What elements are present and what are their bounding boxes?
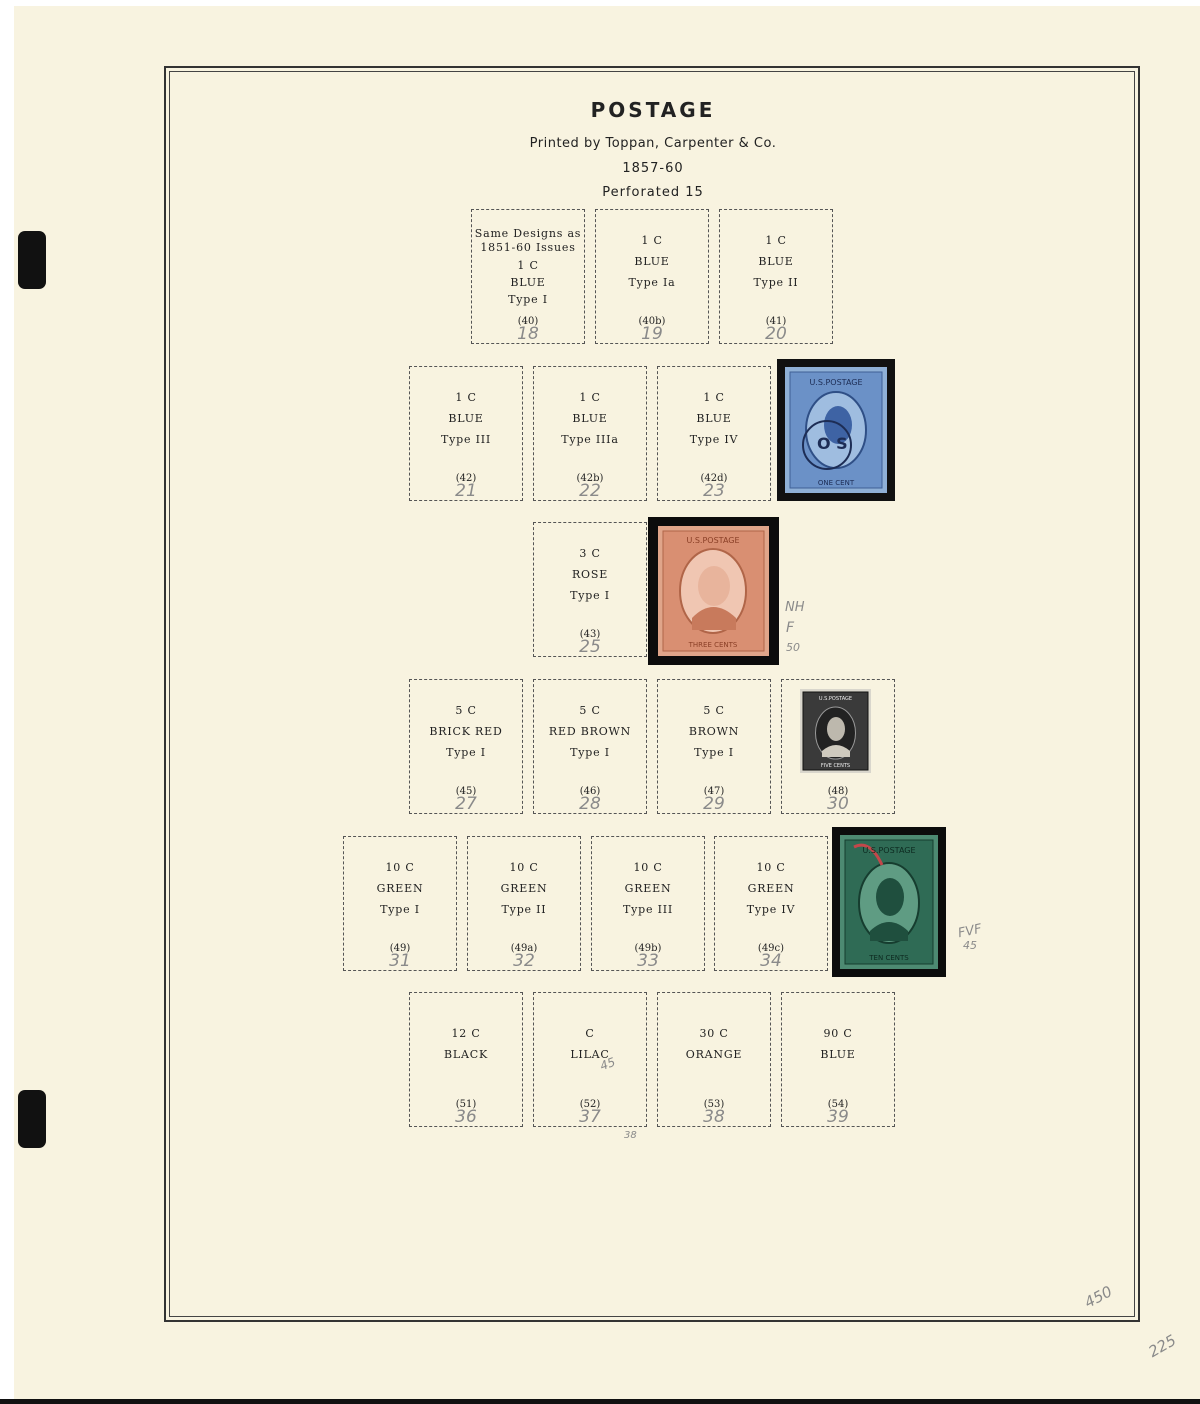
- catalog-number: (43): [579, 629, 601, 640]
- catalog-number: (42d): [700, 473, 728, 484]
- stamp-box-40b: [595, 209, 709, 344]
- catalog-number: (42b): [576, 473, 604, 484]
- stamp-3c-rose: [648, 517, 779, 665]
- catalog-number: (51): [455, 1099, 477, 1110]
- box-text: GREEN: [747, 882, 795, 895]
- catalog-number: (54): [827, 1099, 849, 1110]
- page-title: POSTAGE: [590, 98, 716, 122]
- box-text: 1851-60 Issues: [480, 241, 576, 254]
- catalog-number: (49): [389, 943, 411, 954]
- note-fvf: FVF: [956, 921, 984, 942]
- pencil-number: 21: [455, 481, 477, 501]
- box-text: Type IV: [689, 433, 739, 446]
- box-text: Type I: [508, 293, 548, 306]
- box-text: 1 C: [455, 391, 477, 404]
- box-text: 10 C: [633, 861, 663, 874]
- box-text: Type I: [570, 746, 610, 759]
- box-text: BROWN: [688, 725, 740, 738]
- pencil-number: 36: [455, 1107, 477, 1127]
- years-line: 1857-60: [622, 161, 684, 176]
- catalog-number: (40b): [638, 316, 666, 327]
- stamp-box-40: [471, 209, 585, 344]
- box-text: Type I: [380, 903, 420, 916]
- stamp-10c-image: [840, 835, 938, 969]
- stamp-box-53: [657, 992, 771, 1127]
- catalog-number: (46): [579, 786, 601, 797]
- note-bottom-right-1: 450: [1081, 1282, 1116, 1312]
- pencil-number: 31: [389, 951, 411, 971]
- pencil-number: 25: [579, 637, 601, 657]
- stamp-box-43: [533, 522, 647, 657]
- box-text: ROSE: [571, 568, 609, 581]
- pencil-number: 22: [579, 481, 601, 501]
- stamp-box-49a: [467, 836, 581, 971]
- catalog-number: (49a): [510, 943, 538, 954]
- perforation-line: Perforated 15: [602, 185, 704, 200]
- box-text: BLUE: [572, 412, 608, 425]
- note-f: F: [786, 620, 795, 636]
- pencil-number: 33: [637, 951, 659, 971]
- box-text: 10 C: [756, 861, 786, 874]
- box-text: Type II: [501, 903, 547, 916]
- box-text: Type IV: [746, 903, 796, 916]
- box-text: ORANGE: [685, 1048, 743, 1061]
- pencil-number: 27: [455, 794, 477, 814]
- box-text: Same Designs as: [474, 227, 582, 240]
- stamp-5c: [800, 689, 871, 773]
- binder-hole-top: [18, 231, 46, 289]
- scan-border-bottom: [0, 1399, 1200, 1404]
- catalog-number: (49b): [634, 943, 662, 954]
- pencil-number: 23: [703, 481, 725, 501]
- box-text: Type I: [694, 746, 734, 759]
- box-text: BRICK RED: [429, 725, 503, 738]
- catalog-number: (49c): [757, 943, 785, 954]
- box-text: 5 C: [703, 704, 725, 717]
- stamp-10c-green: [832, 827, 946, 977]
- stamp-5c-image: [800, 689, 871, 773]
- stamp-box-54: [781, 992, 895, 1127]
- box-text: Type II: [753, 276, 799, 289]
- catalog-number: (42): [455, 473, 477, 484]
- pencil-number: 28: [579, 794, 601, 814]
- box-text: Type I: [570, 589, 610, 602]
- box-text: BLUE: [510, 276, 546, 289]
- note-lilac-mark: 45: [598, 1054, 618, 1074]
- box-text: 12 C: [451, 1027, 481, 1040]
- stamp-1c-image: [785, 367, 887, 493]
- box-text: 3 C: [579, 547, 601, 560]
- box-text: Type III: [440, 433, 492, 446]
- stamp-box-41: [719, 209, 833, 344]
- note-below-lilac: 38: [624, 1130, 637, 1141]
- scan-border-top: [0, 0, 1200, 6]
- pencil-number: 30: [827, 794, 849, 814]
- stamp-3c-top-text: U.S.POSTAGE: [686, 536, 740, 545]
- box-text: BLUE: [634, 255, 670, 268]
- stamp-1c-bottom-text: ONE CENT: [817, 479, 855, 487]
- box-text: Type IIIa: [561, 433, 619, 446]
- stamp-box-42: [409, 366, 523, 501]
- stamp-box-42b: [533, 366, 647, 501]
- stamp-3c-image: [658, 526, 769, 656]
- box-text: RED BROWN: [548, 725, 632, 738]
- note-50: 50: [786, 641, 800, 654]
- pencil-number: 19: [641, 324, 663, 344]
- box-text: 5 C: [455, 704, 477, 717]
- box-text: BLUE: [448, 412, 484, 425]
- box-text: 90 C: [823, 1027, 853, 1040]
- box-text: Type III: [622, 903, 674, 916]
- catalog-number: (52): [579, 1099, 601, 1110]
- printer-line: Printed by Toppan, Carpenter & Co.: [529, 136, 777, 151]
- stamp-1c-top-text: U.S.POSTAGE: [809, 378, 863, 387]
- box-text: 1 C: [703, 391, 725, 404]
- pencil-number: 38: [703, 1107, 725, 1127]
- box-text: BLUE: [820, 1048, 856, 1061]
- stamp-box-49: [343, 836, 457, 971]
- stamp-box-49b: [591, 836, 705, 971]
- box-text: LILAC: [570, 1048, 610, 1061]
- box-text: 10 C: [385, 861, 415, 874]
- note-45: 45: [963, 939, 977, 952]
- stamp-box-47: [657, 679, 771, 814]
- box-text: 1 C: [579, 391, 601, 404]
- note-nh: NH: [785, 600, 805, 615]
- pencil-number: 20: [765, 324, 787, 344]
- catalog-number: (41): [765, 316, 787, 327]
- box-text: BLUE: [758, 255, 794, 268]
- stamp-5c-bottom-text: FIVE CENTS: [820, 763, 851, 769]
- box-text: GREEN: [376, 882, 424, 895]
- pencil-number: 34: [760, 951, 782, 971]
- pencil-number: 32: [513, 951, 535, 971]
- box-text: C: [585, 1027, 595, 1040]
- stamp-box-42d: [657, 366, 771, 501]
- pencil-number: 29: [703, 794, 725, 814]
- stamp-1c-blue: [777, 359, 895, 501]
- box-text: 30 C: [699, 1027, 729, 1040]
- pencil-number: 37: [579, 1107, 601, 1127]
- box-text: 1 C: [765, 234, 787, 247]
- box-text: GREEN: [500, 882, 548, 895]
- box-text: Type I: [446, 746, 486, 759]
- box-text: 5 C: [579, 704, 601, 717]
- stamp-box-51: [409, 992, 523, 1127]
- box-text: Type Ia: [628, 276, 676, 289]
- box-text: 10 C: [509, 861, 539, 874]
- box-text: BLACK: [444, 1048, 488, 1061]
- catalog-number: (48): [827, 786, 849, 797]
- stamp-box-45: [409, 679, 523, 814]
- catalog-number: (47): [703, 786, 725, 797]
- stamp-box-49c: [714, 836, 828, 971]
- stamp-box-46: [533, 679, 647, 814]
- stamp-10c-top-text: U.S.POSTAGE: [862, 846, 916, 855]
- note-bottom-right-2: 225: [1145, 1331, 1180, 1361]
- catalog-number: (40): [517, 316, 539, 327]
- scan-border-left: [0, 0, 14, 1404]
- stamp-10c-bottom-text: TEN CENTS: [869, 954, 909, 962]
- stamp-5c-top-text: U.S.POSTAGE: [818, 696, 853, 702]
- box-text: GREEN: [624, 882, 672, 895]
- binder-hole-bottom: [18, 1090, 46, 1148]
- svg-text:O S: O S: [817, 434, 848, 453]
- catalog-number: (45): [455, 786, 477, 797]
- box-text: 1 C: [641, 234, 663, 247]
- box-text: 1 C: [517, 259, 539, 272]
- stamp-box-52: [533, 992, 647, 1127]
- catalog-number: (53): [703, 1099, 725, 1110]
- pencil-number: 39: [827, 1107, 849, 1127]
- box-text: BLUE: [696, 412, 732, 425]
- pencil-number: 18: [517, 324, 539, 344]
- stamp-3c-bottom-text: THREE CENTS: [688, 641, 738, 649]
